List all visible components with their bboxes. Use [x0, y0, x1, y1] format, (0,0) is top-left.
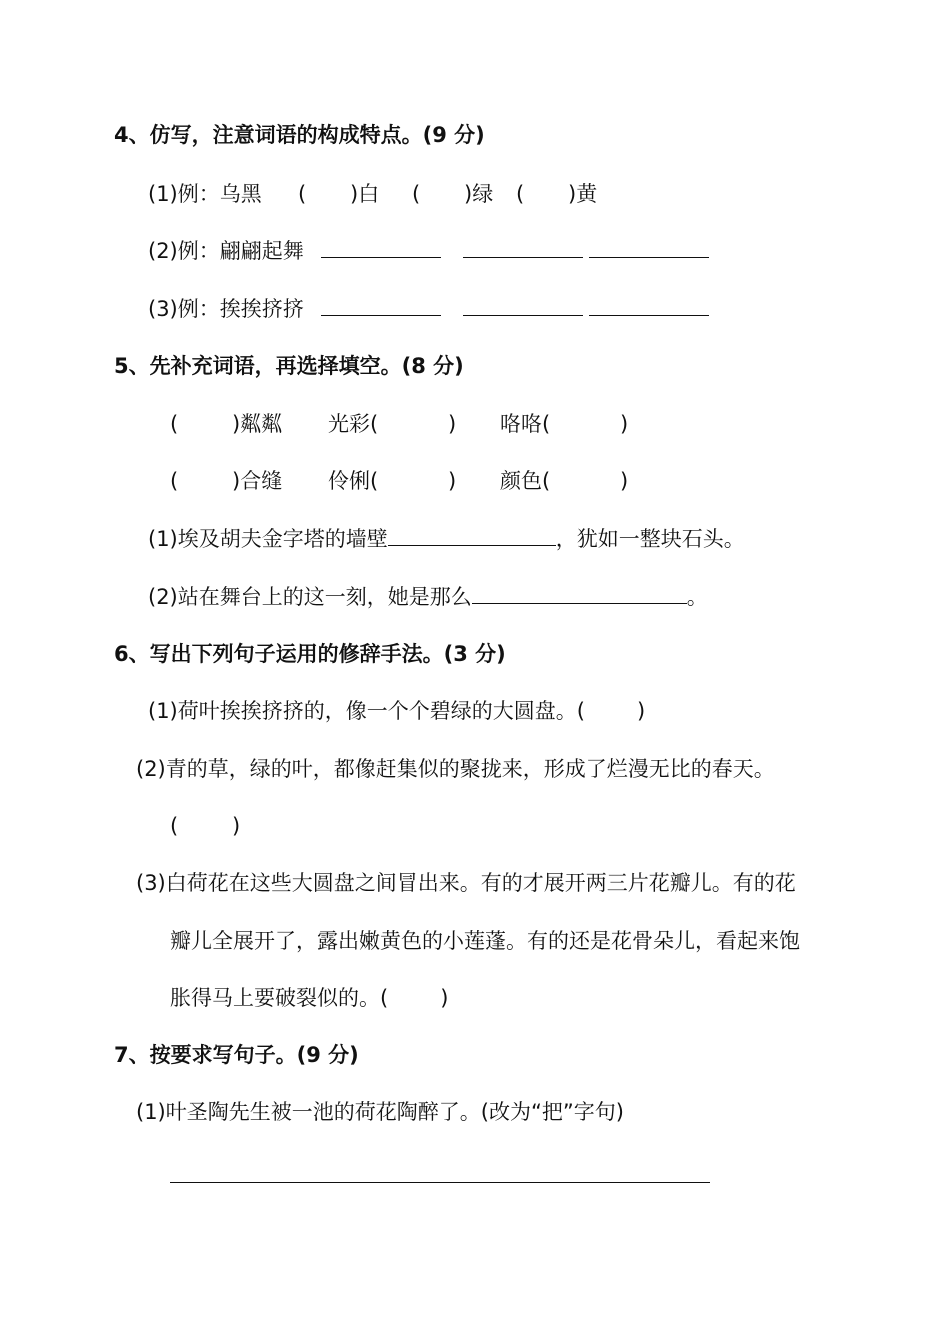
q4-r1-label: (1)例：乌黑 — [148, 182, 262, 206]
q4-row-3 — [148, 294, 709, 324]
q4-r1-item-huang: )黄 — [568, 182, 598, 206]
q5-s1-text: (1)埃及胡夫金字塔的墙壁 — [148, 527, 388, 551]
q5-r2-paren-close: ) — [620, 469, 629, 493]
q5-s1-blank[interactable] — [388, 525, 556, 546]
q4-r1-paren-open: ( — [516, 182, 525, 206]
q4-r2-blank-3[interactable] — [589, 237, 709, 258]
q5-r1-paren-open: ( — [170, 412, 179, 436]
q6-s1-paren-close: ) — [636, 699, 646, 723]
q4-r3-blank-1[interactable] — [321, 295, 441, 316]
q5-s2-text-end: 。 — [686, 585, 708, 609]
q6-s3-text: 胀得马上要破裂似的。( — [170, 986, 389, 1010]
q6-s2-paren-close: ) — [232, 814, 241, 838]
q6-s3-paren-close: ) — [440, 986, 449, 1010]
q5-r1-word-2: 光彩( — [328, 412, 379, 436]
q7-answer-line[interactable] — [170, 1182, 710, 1183]
q4-r2-blank-1[interactable] — [321, 237, 441, 258]
q4-r3-blank-2[interactable] — [463, 295, 583, 316]
q5-r1-word-3: 咯咯( — [500, 412, 551, 436]
q5-s1-text-end: ，犹如一整块石头。 — [555, 527, 745, 551]
q6-sentence-3-line-3 — [170, 983, 448, 1013]
q7-sentence-1: (1)叶圣陶先生被一池的荷花陶醉了。(改为“把”字句) — [136, 1100, 624, 1124]
q5-row-2 — [170, 466, 628, 496]
q5-r2-word-2: 伶俐( — [328, 469, 379, 493]
q5-r1-word-1: )粼粼 — [232, 412, 283, 436]
q5-r2-paren-close: ) — [448, 469, 457, 493]
q6-sentence-1 — [148, 696, 645, 726]
q5-s2-blank[interactable] — [472, 583, 687, 604]
q5-r2-word-3: 颜色( — [500, 469, 551, 493]
q4-title: 4、仿写，注意词语的构成特点。(9 分) — [114, 123, 485, 147]
q5-r2-paren-open: ( — [170, 469, 179, 493]
q5-s2-text: (2)站在舞台上的这一刻，她是那么 — [148, 585, 472, 609]
q4-row-1 — [148, 179, 597, 209]
q4-r1-paren-open: ( — [298, 182, 307, 206]
q7-title: 7、按要求写句子。(9 分) — [114, 1043, 359, 1067]
q6-s1-text: (1)荷叶挨挨挤挤的，像一个个碧绿的大圆盘。( — [148, 699, 585, 723]
q5-sentence-2 — [148, 582, 708, 612]
q4-r1-item-lv: )绿 — [464, 182, 494, 206]
q6-sentence-3-line-1: (3)白荷花在这些大圆盘之间冒出来。有的才展开两三片花瓣儿。有的花 — [136, 871, 796, 895]
q6-s2-paren-open: ( — [170, 814, 179, 838]
q5-sentence-1 — [148, 524, 745, 554]
q4-r3-blank-3[interactable] — [589, 295, 709, 316]
q5-row-1 — [170, 409, 628, 439]
q5-title: 5、先补充词语，再选择填空。(8 分) — [114, 354, 464, 378]
q6-sentence-2-answer — [170, 811, 240, 841]
q4-r1-item-bai: )白 — [350, 182, 380, 206]
q6-sentence-3-line-2: 瓣儿全展开了，露出嫩黄色的小莲蓬。有的还是花骨朵儿，看起来饱 — [170, 929, 800, 953]
q4-r2-blank-2[interactable] — [463, 237, 583, 258]
q4-r1-paren-open: ( — [412, 182, 421, 206]
q6-title: 6、写出下列句子运用的修辞手法。(3 分) — [114, 642, 506, 666]
q5-r2-word-1: )合缝 — [232, 469, 283, 493]
q6-sentence-2: (2)青的草，绿的叶，都像赶集似的聚拢来，形成了烂漫无比的春天。 — [136, 757, 775, 781]
q5-r1-paren-close: ) — [620, 412, 629, 436]
q4-r2-label: (2)例：翩翩起舞 — [148, 239, 304, 263]
q5-r1-paren-close: ) — [448, 412, 457, 436]
q4-row-2 — [148, 236, 709, 266]
q4-r3-label: (3)例：挨挨挤挤 — [148, 297, 304, 321]
